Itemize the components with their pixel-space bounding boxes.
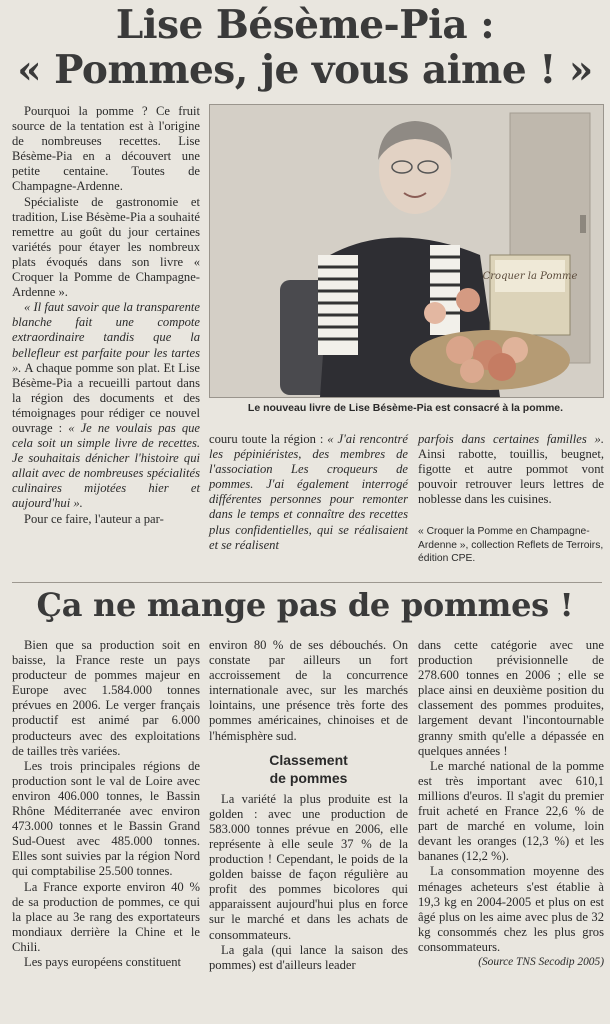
intro-paragraph-3-text: A chaque pomme son plat. Et Lise Bésème-Pia a recueilli partout dans la région des documents et des témoignages pour rédiger ce nouvel ouvrage : (12, 360, 200, 435)
photo-illustration (210, 105, 603, 397)
section-2-column-3 (418, 638, 604, 970)
quote-compote: « Il faut savoir que la transparente blanche fait une compote extraordinaire tandis que la bellefleur est parfaite pour les tartes ». (12, 300, 200, 375)
subheading-line-1: Classement (269, 751, 348, 768)
intro-paragraph-2: Spécialiste de gastronomie et tradition, Lise Bésème-Pia a souhaité remettre au goût du jour certaines variétés pour étayer les nombreux plats évoqués dans son livre « Croquer la Pomme de Champagne-Ardenne ». (12, 194, 200, 300)
photo-author-with-book (209, 104, 604, 398)
intro-paragraph-4-continued (209, 432, 408, 553)
intro-paragraph-4-text: couru toute la région : (209, 432, 328, 446)
intro-paragraph-4-end (418, 432, 604, 507)
quote-pepinieristes: « J'ai rencontré les pépiniéristes, des membres de l'association Les croqueurs de pommes. J'ai également interrogé différentes personnes pour remonter dans le temps et connaître des recettes plus confidentielles, qui se réalisaient et se réalisent (209, 432, 408, 552)
golden-paragraph: La variété la plus produite est la golden : avec une production de 583.000 tonnes prévue en 2006, elle représente à elle seule 37 % de la production ! Cependant, le poids de la golden baisse de façon régulière au profit des pommes bicolores qui apparaissent aujourd'hui plus en force sur le marché et dans les achats de consommateurs. (209, 791, 408, 942)
source-note: (Source TNS Secodip 2005) (478, 955, 604, 968)
regions-paragraph: Les trois principales régions de production sont le val de Loire avec environ 406.000 tonnes, le Bassin Rhône Méditerranée avec environ 473.000 tonnes et le Bassin Grand Sud-Ouest avec 485.000 tonnes. Elles sont suivies par la région Nord qui comptabilise 25.500 tonnes. (12, 758, 200, 879)
book-cover-title: Croquer la Pomme (482, 271, 578, 282)
book-reference-note (418, 525, 604, 566)
export-paragraph: La France exporte environ 40 % de sa production de pommes, ce qui la place au 3e rang des exportateurs mondiaux derrière la Chine et le Chili. (12, 879, 200, 954)
section-2-column-2 (209, 638, 408, 973)
production-paragraph: Bien que sa production soit en baisse, la France reste un pays producteur de pommes majeur en Europe avec 1.584.000 tonnes prévues en 2006. Le verger français productif est animé par 6.000 producteurs avec des exploitations de tailles très variées. (12, 638, 200, 758)
intro-column-1 (12, 104, 200, 527)
headline-line-1: Lise Bésème-Pia : (115, 2, 495, 48)
intro-column-2 (209, 432, 408, 553)
gala-paragraph-start: La gala (qui lance la saison des pommes) est d'ailleurs leader (209, 942, 408, 972)
intro-column-3 (418, 432, 604, 507)
intro-paragraph-3 (12, 300, 200, 511)
section-2-column-1 (12, 638, 200, 970)
european-paragraph-continued: environ 80 % de ses débouchés. On constate par ailleurs un fort accroissement de la concurrence internationale avec, sur les marchés lointains, une présence très forte des pommes américaines, chinoises et de l'hémisphère sud. (209, 638, 408, 743)
consumption-paragraph: La consommation moyenne des ménages acheteurs s'est établie à 19,3 kg en 2004-2005 et plus on est âgé plus on les aime avec plus de 32 kg consommés chez les plus gros consommateurs. (418, 864, 604, 954)
gala-paragraph-continued: dans cette catégorie avec une production prévisionnelle de 278.600 tonnes en 2006 ; elle se place ainsi en deuxième position du classement des pommes produites, largement devant l'incontournable granny smith qu'elle a dépassée en quelques années ! (418, 638, 604, 758)
intro-paragraph-4-start: Pour ce faire, l'auteur a par- (24, 511, 164, 526)
quote-familles: parfois dans certaines familles ». (418, 432, 604, 446)
intro-closing-text: Ainsi rabotte, touillis, beugnet, figotte et autre pommot vont pouvoir retrouver leurs lettres de noblesse dans les cuisines. (418, 447, 604, 507)
european-paragraph-start: Les pays européens constituent (24, 954, 182, 969)
subheading-line-2: de pommes (269, 769, 348, 786)
market-paragraph: Le marché national de la pomme est très important avec 610,1 millions d'euros. Il s'agit du premier fruit acheté en France 22,6 % de part de marché en volume, loin devant les oranges (12,3 %) et les bananes (12,2 %). (418, 758, 604, 864)
headline-line-2: « Pommes, je vous aime ! » (17, 47, 593, 93)
subheading-classement (209, 751, 408, 787)
section-2-title: Ça ne mange pas de pommes ! (36, 586, 574, 624)
intro-paragraph-1: Pourquoi la pomme ? Ce fruit source de la tentation est à l'origine de nombreuses recettes. Lise Bésème-Pia en a découvert une petite centaine. Toutes de Champagne-Ardenne. (12, 104, 200, 194)
quote-livre: « Je ne voulais pas que cela soit un simple livre de recettes. Je souhaitais dénicher l'histoire qui allait avec de nombreuses spécialités culinaires mijotées hier et aujourd'hui ». (12, 420, 201, 511)
photo-caption: Le nouveau livre de Lise Bésème-Pia est consacré à la pomme. (247, 402, 564, 414)
book-reference-text: « Croquer la Pomme en Champagne-Ardenne », collection Reflets de Terroirs, édition CPE. (418, 526, 604, 565)
